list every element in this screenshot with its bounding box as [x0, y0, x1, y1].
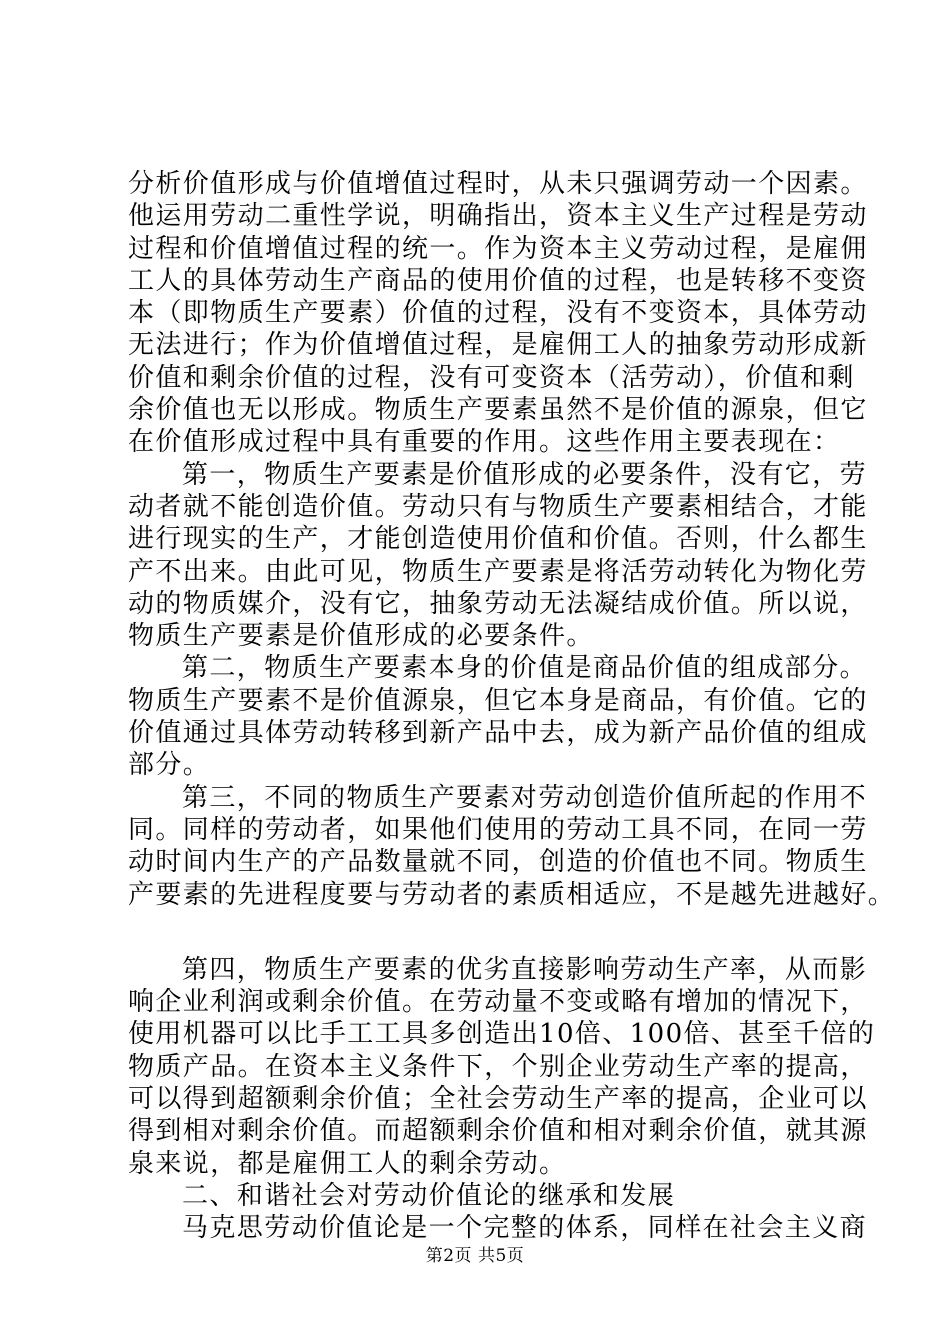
page-number-footer: 第2页 共5页 — [425, 1246, 525, 1266]
text-line: 过程和价值增值过程的统一。作为资本主义劳动过程，是雇佣 — [128, 233, 868, 264]
document-body — [128, 168, 896, 1245]
text-line: 动时间内生产的产品数量就不同，创造的价值也不同。物质生 — [128, 847, 868, 878]
text-line: 同。同样的劳动者，如果他们使用的劳动工具不同，在同一劳 — [128, 814, 868, 845]
text-line: 得到相对剩余价值。而超额剩余价值和相对剩余价值，就其源 — [128, 1116, 868, 1147]
text-line: 余价值也无以形成。物质生产要素虽然不是价值的源泉，但它 — [128, 395, 868, 426]
text-line: 物质产品。在资本主义条件下，个别企业劳动生产率的提高， — [128, 1051, 868, 1082]
text-line: 物质生产要素是价值形成的必要条件。 — [128, 621, 594, 652]
text-line: 可以得到超额剩余价值；全社会劳动生产率的提高，企业可以 — [128, 1084, 868, 1115]
section-heading: 二、和谐社会对劳动价值论的继承和发展 — [182, 1180, 676, 1211]
text-line: 价值和剩余价值的过程，没有可变资本（活劳动），价值和剩 — [128, 362, 855, 393]
text-line: 他运用劳动二重性学说，明确指出，资本主义生产过程是劳动 — [128, 201, 868, 232]
paragraph-gap — [128, 911, 838, 954]
text-line: 本（即物质生产要素）价值的过程，没有不变资本，具体劳动 — [128, 298, 868, 329]
text-line: 分析价值形成与价值增值过程时，从未只强调劳动一个因素。 — [128, 169, 868, 199]
text-line: 动者就不能创造价值。劳动只有与物质生产要素相结合，才能 — [128, 491, 868, 522]
text-line: 进行现实的生产，才能创造使用价值和价值。否则，什么都生 — [128, 524, 868, 555]
paragraph-first-line: 马克思劳动价值论是一个完整的体系，同样在社会主义商 — [182, 1213, 868, 1244]
text-line: 使用机器可以比手工工具多创造出10倍、100倍、甚至千倍的 — [128, 1019, 876, 1050]
paragraph-first-line: 第三，不同的物质生产要素对劳动创造价值所起的作用不 — [182, 782, 868, 813]
text-line: 物质生产要素不是价值源泉，但它本身是商品，有价值。它的 — [128, 685, 868, 716]
text-line: 产要素的先进程度要与劳动者的素质相适应，不是越先进越好。 — [128, 879, 896, 910]
paragraph-first-line: 第二，物质生产要素本身的价值是商品价值的组成部分。 — [182, 653, 868, 684]
text-line: 部分。 — [128, 750, 211, 781]
text-line: 响企业利润或剩余价值。在劳动量不变或略有增加的情况下， — [128, 987, 868, 1018]
text-line: 无法进行；作为价值增值过程，是雇佣工人的抽象劳动形成新 — [128, 330, 868, 361]
text-line: 在价值形成过程中具有重要的作用。这些作用主要表现在： — [128, 427, 841, 458]
text-line: 动的物质媒介，没有它，抽象劳动无法凝结成价值。所以说， — [128, 588, 868, 619]
text-line: 泉来说，都是雇佣工人的剩余劳动。 — [128, 1148, 567, 1179]
text-line: 产不出来。由此可见，物质生产要素是将活劳动转化为物化劳 — [128, 556, 868, 587]
paragraph-first-line: 第四，物质生产要素的优劣直接影响劳动生产率，从而影 — [182, 954, 868, 985]
text-line: 价值通过具体劳动转移到新产品中去，成为新产品价值的组成 — [128, 718, 868, 749]
text-line: 工人的具体劳动生产商品的使用价值的过程，也是转移不变资 — [128, 265, 868, 296]
paragraph-first-line: 第一，物质生产要素是价值形成的必要条件，没有它，劳 — [182, 459, 868, 490]
